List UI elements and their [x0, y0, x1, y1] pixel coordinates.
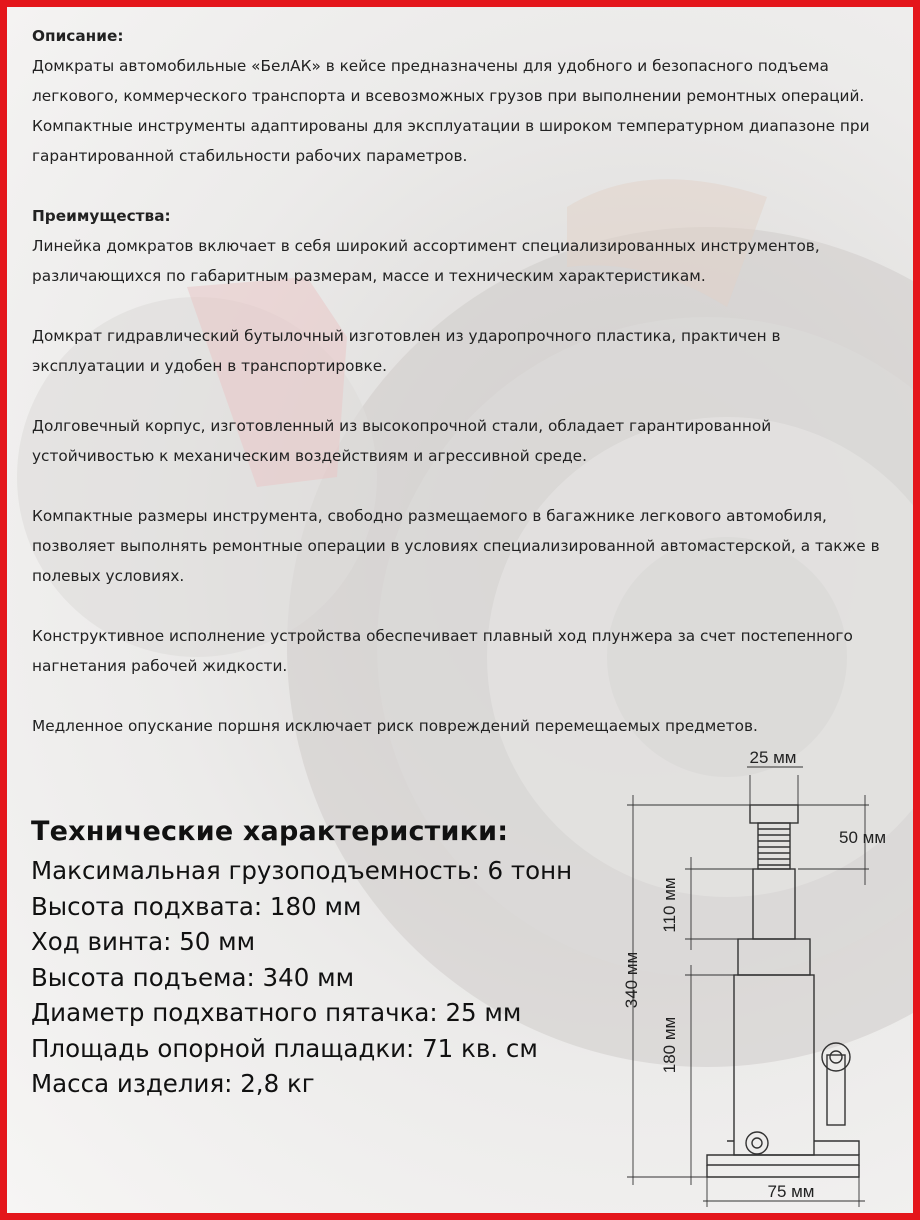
description-text: Домкраты автомобильные «БелАК» в кейсе предназначены для удобного и безопасного подъема легкового, коммерческого транспорта и всевозможных грузов при выполнении ремонтных операций. Компактные инструменты адаптированы для эксплуатации в широком температурном диапазоне при гарантированной стабильности рабочих параметров.: [32, 57, 870, 165]
description-heading: Описание:: [32, 27, 124, 45]
specs-section: [31, 811, 611, 1102]
spec-row: Площадь опорной плащадки: 71 кв. см: [31, 1033, 538, 1063]
advantage-paragraph: Долговечный корпус, изготовленный из высокопрочной стали, обладает гарантированной устойчивостью к механическим воздействиям и агрессивной среде.: [32, 417, 772, 465]
spec-row: Высота подъема: 340 мм: [31, 962, 355, 992]
cylinder-top: [738, 939, 810, 975]
advantages-heading: Преимущества:: [32, 207, 171, 225]
dim-screw-label: 50 мм: [839, 828, 887, 847]
pump-body: [827, 1055, 845, 1125]
dim-340-label: 340 мм: [622, 951, 641, 1009]
dim-180-label: 180 мм: [660, 1016, 679, 1074]
screw: [758, 823, 790, 869]
spec-row: Ход винта: 50 мм: [31, 927, 256, 956]
cylinder-body: [734, 975, 814, 1155]
base: [707, 1155, 859, 1165]
advantage-paragraph: Компактные размеры инструмента, свободно размещаемого в багажнике легкового автомобиля, позволяет выполнять ремонтные операции в условиях специализированной автомастерской, а также в полевых условиях.: [32, 507, 880, 585]
spec-row: Максимальная грузоподъемность: 6 тонн: [31, 856, 573, 885]
spec-row: Диаметр подхватного пятачка: 25 мм: [31, 998, 522, 1027]
advantage-paragraph: Медленное опускание поршня исключает риск повреждений перемещаемых предметов.: [32, 717, 758, 735]
dim-110-label: 110 мм: [660, 877, 679, 933]
text-content: [32, 21, 892, 741]
dim-top-label: 25 мм: [749, 748, 797, 767]
spec-row: Масса изделия: 2,8 кг: [31, 1069, 315, 1098]
advantage-paragraph: Конструктивное исполнение устройства обеспечивает плавный ход плунжера за счет постепенного нагнетания рабочей жидкости.: [32, 627, 853, 675]
saddle-pad: [750, 805, 798, 823]
ram: [753, 869, 795, 939]
dim-base-label: 75 мм: [767, 1182, 815, 1201]
advantage-paragraph: Линейка домкратов включает в себя широкий ассортимент специализированных инструментов, различающихся по габаритным размерам, массе и техническим характеристикам.: [32, 237, 820, 285]
spec-row: Высота подхвата: 180 мм: [31, 891, 362, 921]
jack-drawing: [607, 745, 907, 1215]
advantage-paragraph: Домкрат гидравлический бутылочный изготовлен из ударопрочного пластика, практичен в эксплуатации и удобен в транспортировке.: [32, 327, 781, 375]
specs-title: Технические характеристики:: [31, 816, 509, 847]
